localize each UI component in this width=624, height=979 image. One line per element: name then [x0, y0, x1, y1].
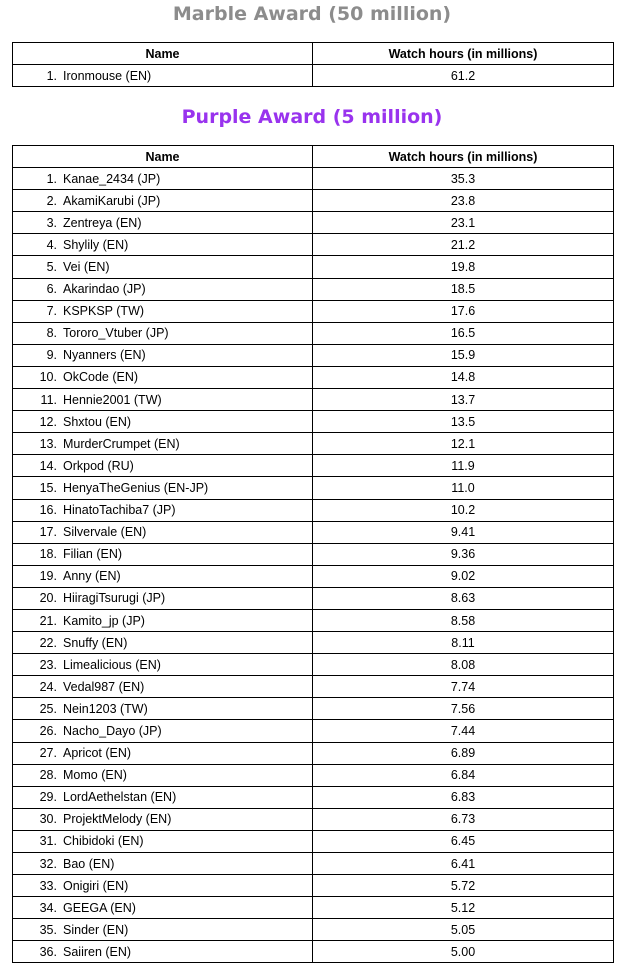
streamer-name-cell	[13, 919, 313, 941]
watch-hours-cell: 9.02	[313, 565, 614, 587]
watch-hours-cell: 8.58	[313, 609, 614, 631]
streamer-name: KSPKSP (TW)	[63, 304, 145, 319]
rank-number: 18.	[39, 547, 57, 562]
table-row	[13, 300, 614, 322]
rank-number: 20.	[39, 591, 57, 606]
streamer-name: HiiragiTsurugi (JP)	[63, 591, 166, 606]
watch-hours-cell: 5.05	[313, 919, 614, 941]
rank-number: 16.	[39, 503, 57, 518]
watch-hours-cell: 6.89	[313, 742, 614, 764]
rank-number: 27.	[39, 746, 57, 761]
streamer-name: Nyanners (EN)	[63, 348, 146, 363]
watch-hours-cell: 11.0	[313, 477, 614, 499]
streamer-name: Apricot (EN)	[63, 746, 132, 761]
rank-number: 25.	[39, 701, 57, 716]
streamer-name: ProjektMelody (EN)	[63, 812, 172, 827]
table-row	[13, 366, 614, 388]
streamer-name-cell	[13, 300, 313, 322]
table-row	[13, 278, 614, 300]
streamer-name: Kamito_jp (JP)	[63, 613, 145, 628]
streamer-name: Vedal987 (EN)	[63, 679, 145, 694]
table-row	[13, 322, 614, 344]
streamer-name: OkCode (EN)	[63, 370, 139, 385]
rank-number: 1.	[46, 68, 57, 83]
table-row	[13, 168, 614, 190]
rank-number: 34.	[39, 900, 57, 915]
watch-hours-cell: 9.41	[313, 521, 614, 543]
table-row	[13, 919, 614, 941]
streamer-name: Saiiren (EN)	[63, 944, 132, 959]
table-row	[13, 455, 614, 477]
table-row	[13, 676, 614, 698]
rank-number: 14.	[39, 458, 57, 473]
streamer-name-cell	[13, 190, 313, 212]
streamer-name: Anny (EN)	[63, 569, 121, 584]
watch-hours-cell: 35.3	[313, 168, 614, 190]
table-row	[13, 543, 614, 565]
table-row	[13, 499, 614, 521]
streamer-name-cell	[13, 168, 313, 190]
table-row	[13, 190, 614, 212]
streamer-name-cell	[13, 764, 313, 786]
table-row	[13, 941, 614, 963]
table-row	[13, 764, 614, 786]
streamer-name-cell	[13, 366, 313, 388]
rank-number: 9.	[46, 348, 57, 363]
rank-number: 11.	[40, 392, 57, 407]
streamer-name-cell	[13, 830, 313, 852]
rank-number: 4.	[46, 237, 57, 252]
table-row	[13, 875, 614, 897]
watch-hours-cell: 6.45	[313, 830, 614, 852]
watch-hours-cell: 17.6	[313, 300, 614, 322]
table-row	[13, 65, 614, 87]
table-row	[13, 830, 614, 852]
rank-number: 26.	[39, 723, 57, 738]
streamer-name-cell	[13, 698, 313, 720]
rank-number: 5.	[46, 260, 57, 275]
streamer-name-cell	[13, 565, 313, 587]
streamer-name-cell	[13, 875, 313, 897]
purple-award-table	[12, 145, 614, 963]
watch-hours-cell: 12.1	[313, 433, 614, 455]
watch-hours-column-header: Watch hours (in millions)	[313, 146, 614, 168]
rank-number: 24.	[39, 679, 57, 694]
table-row	[13, 234, 614, 256]
marble-award-table	[12, 42, 614, 87]
table-row	[13, 389, 614, 411]
streamer-name-cell	[13, 499, 313, 521]
rank-number: 28.	[39, 768, 57, 783]
rank-number: 30.	[39, 812, 57, 827]
streamer-name: Kanae_2434 (JP)	[63, 171, 161, 186]
rank-number: 7.	[46, 304, 57, 319]
streamer-name: Momo (EN)	[63, 768, 127, 783]
watch-hours-cell: 9.36	[313, 543, 614, 565]
streamer-name-cell	[13, 521, 313, 543]
watch-hours-cell: 61.2	[313, 65, 614, 87]
watch-hours-cell: 23.1	[313, 212, 614, 234]
watch-hours-cell: 21.2	[313, 234, 614, 256]
table-row	[13, 344, 614, 366]
rank-number: 15.	[39, 480, 57, 495]
streamer-name-cell	[13, 742, 313, 764]
watch-hours-cell: 6.83	[313, 786, 614, 808]
watch-hours-cell: 8.08	[313, 654, 614, 676]
streamer-name: Snuffy (EN)	[63, 635, 128, 650]
streamer-name-cell	[13, 278, 313, 300]
streamer-name: Vei (EN)	[63, 260, 110, 275]
rank-number: 1.	[46, 171, 57, 186]
rank-number: 6.	[46, 282, 57, 297]
streamer-name-cell	[13, 609, 313, 631]
streamer-name-cell	[13, 389, 313, 411]
streamer-name-cell	[13, 786, 313, 808]
streamer-name: HenyaTheGenius (EN-JP)	[63, 480, 209, 495]
streamer-name: Nein1203 (TW)	[63, 701, 148, 716]
table-row	[13, 897, 614, 919]
table-row	[13, 587, 614, 609]
streamer-name: Silvervale (EN)	[63, 525, 147, 540]
table-header-row	[13, 43, 614, 65]
watch-hours-cell: 16.5	[313, 322, 614, 344]
watch-hours-cell: 13.7	[313, 389, 614, 411]
purple-table-body	[13, 168, 614, 963]
rank-number: 2.	[46, 193, 57, 208]
watch-hours-column-header: Watch hours (in millions)	[313, 43, 614, 65]
streamer-name-cell	[13, 720, 313, 742]
streamer-name-cell	[13, 212, 313, 234]
streamer-name-cell	[13, 234, 313, 256]
streamer-name-cell	[13, 808, 313, 830]
streamer-name-cell	[13, 654, 313, 676]
streamer-name-cell	[13, 632, 313, 654]
streamer-name: Tororo_Vtuber (JP)	[63, 326, 169, 341]
table-row	[13, 609, 614, 631]
watch-hours-cell: 23.8	[313, 190, 614, 212]
watch-hours-cell: 6.41	[313, 853, 614, 875]
table-row	[13, 720, 614, 742]
rank-number: 10.	[39, 370, 57, 385]
streamer-name: Akarindao (JP)	[63, 282, 146, 297]
streamer-name: Ironmouse (EN)	[63, 68, 152, 83]
marble-table-body	[13, 65, 614, 87]
streamer-name-cell	[13, 256, 313, 278]
streamer-name-cell	[13, 853, 313, 875]
streamer-name-cell	[13, 543, 313, 565]
streamer-name: Shylily (EN)	[63, 237, 129, 252]
table-row	[13, 786, 614, 808]
watch-hours-cell: 8.11	[313, 632, 614, 654]
rank-number: 22.	[39, 635, 57, 650]
rank-number: 23.	[39, 657, 57, 672]
streamer-name: Hennie2001 (TW)	[63, 392, 162, 407]
streamer-name: Chibidoki (EN)	[63, 834, 144, 849]
watch-hours-cell: 6.84	[313, 764, 614, 786]
streamer-name-cell	[13, 941, 313, 963]
watch-hours-cell: 7.56	[313, 698, 614, 720]
streamer-name: AkamiKarubi (JP)	[63, 193, 161, 208]
table-row	[13, 742, 614, 764]
streamer-name: MurderCrumpet (EN)	[63, 436, 180, 451]
watch-hours-cell: 5.12	[313, 897, 614, 919]
table-row	[13, 411, 614, 433]
table-row	[13, 212, 614, 234]
table-row	[13, 256, 614, 278]
watch-hours-cell: 10.2	[313, 499, 614, 521]
streamer-name: Onigiri (EN)	[63, 878, 129, 893]
table-row	[13, 698, 614, 720]
streamer-name: HinatoTachiba7 (JP)	[63, 503, 176, 518]
rank-number: 19.	[39, 569, 57, 584]
watch-hours-cell: 15.9	[313, 344, 614, 366]
rank-number: 35.	[39, 922, 57, 937]
streamer-name: Filian (EN)	[63, 547, 123, 562]
rank-number: 29.	[39, 790, 57, 805]
streamer-name-cell	[13, 411, 313, 433]
table-row	[13, 565, 614, 587]
rank-number: 13.	[39, 436, 57, 451]
streamer-name: LordAethelstan (EN)	[63, 790, 177, 805]
watch-hours-cell: 19.8	[313, 256, 614, 278]
rank-number: 12.	[39, 414, 57, 429]
watch-hours-cell: 11.9	[313, 455, 614, 477]
rank-number: 17.	[39, 525, 57, 540]
rank-number: 36.	[39, 944, 57, 959]
watch-hours-cell: 6.73	[313, 808, 614, 830]
name-column-header: Name	[13, 146, 313, 168]
watch-hours-cell: 7.44	[313, 720, 614, 742]
table-row	[13, 521, 614, 543]
streamer-name-cell	[13, 455, 313, 477]
streamer-name-cell	[13, 676, 313, 698]
streamer-name-cell	[13, 433, 313, 455]
rank-number: 21.	[39, 613, 57, 628]
marble-award-title: Marble Award (50 million)	[172, 3, 452, 25]
streamer-name: Sinder (EN)	[63, 922, 129, 937]
rank-number: 32.	[39, 856, 57, 871]
table-row	[13, 654, 614, 676]
rank-number: 33.	[39, 878, 57, 893]
streamer-name-cell	[13, 65, 313, 87]
watch-hours-cell: 5.72	[313, 875, 614, 897]
name-column-header: Name	[13, 43, 313, 65]
watch-hours-cell: 7.74	[313, 676, 614, 698]
streamer-name: Nacho_Dayo (JP)	[63, 723, 162, 738]
streamer-name: Bao (EN)	[63, 856, 115, 871]
table-row	[13, 477, 614, 499]
streamer-name: Limealicious (EN)	[63, 657, 161, 672]
table-row	[13, 632, 614, 654]
purple-award-title: Purple Award (5 million)	[181, 106, 443, 128]
watch-hours-cell: 13.5	[313, 411, 614, 433]
rank-number: 31.	[39, 834, 57, 849]
streamer-name-cell	[13, 344, 313, 366]
streamer-name: Orkpod (RU)	[63, 458, 134, 473]
streamer-name-cell	[13, 587, 313, 609]
table-row	[13, 853, 614, 875]
table-header-row	[13, 146, 614, 168]
table-row	[13, 433, 614, 455]
rank-number: 3.	[46, 215, 57, 230]
streamer-name: Shxtou (EN)	[63, 414, 132, 429]
table-row	[13, 808, 614, 830]
watch-hours-cell: 8.63	[313, 587, 614, 609]
rank-number: 8.	[46, 326, 57, 341]
watch-hours-cell: 18.5	[313, 278, 614, 300]
streamer-name-cell	[13, 477, 313, 499]
streamer-name: Zentreya (EN)	[63, 215, 142, 230]
watch-hours-cell: 14.8	[313, 366, 614, 388]
streamer-name-cell	[13, 322, 313, 344]
streamer-name: GEEGA (EN)	[63, 900, 136, 915]
streamer-name-cell	[13, 897, 313, 919]
watch-hours-cell: 5.00	[313, 941, 614, 963]
